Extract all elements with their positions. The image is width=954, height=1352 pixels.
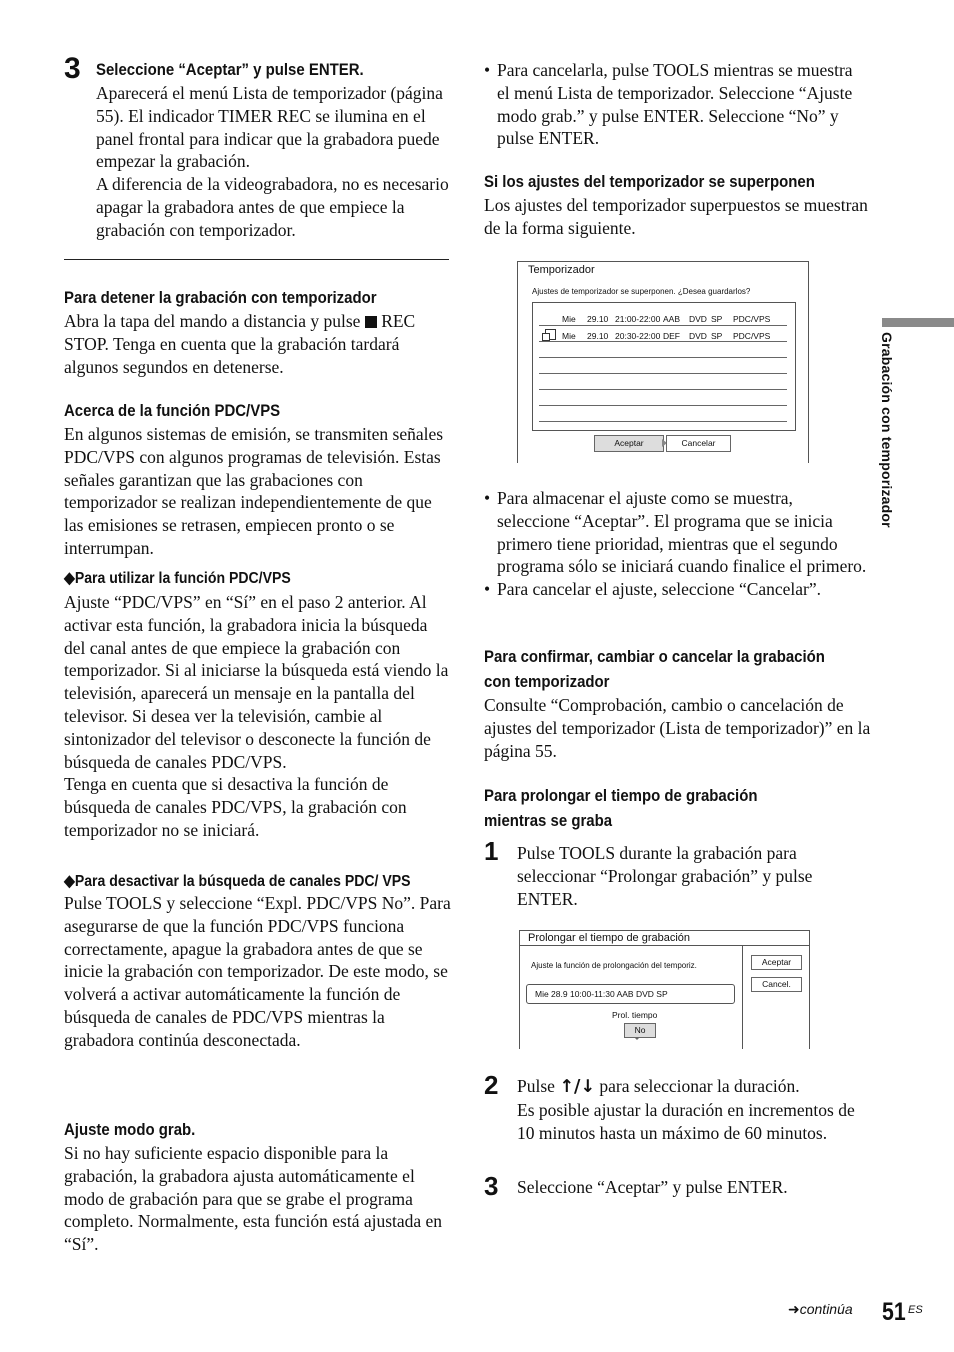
pdc-heading: Acerca de la función PDC/VPS <box>64 401 281 420</box>
timer-row[interactable]: Mie 29.10 20:30-22:00 DEF DVD SP PDC/VPS <box>539 328 787 341</box>
side-tab-bar <box>882 318 954 327</box>
step3-title: Seleccione “Aceptar” y pulse ENTER. <box>96 60 364 79</box>
pdc-use-heading: ◆Para utilizar la función PDC/VPS <box>64 570 291 587</box>
stop-body: Abra la tapa del mando a distancia y pulse REC STOP. Tenga en cuenta que la grabación tardará algunos segundos en detenerse. <box>64 311 416 377</box>
extend-label: Prol. tiempo <box>612 1010 658 1020</box>
pdc-body: En algunos sistemas de emisión, se transmiten señales PDC/VPS con algunos programas de televisión. Estas señales garantizan que las grabaciones con temporizador se realizan independientemente de que las emisiones se retrasen, empiecen pronto o se interrumpan. <box>64 424 444 558</box>
store-bullet: • Para almacenar el ajuste como se muestra, seleccione “Aceptar”. El programa que se inicia primero tiene prioridad, mientras que el segundo programa sólo se iniciará cuando finalice el primero. <box>484 488 867 577</box>
mode-body: Si no hay suficiente espacio disponible para la grabación, la grabadora ajusta automáticamente el modo de grabación para que se grabe el programa completo. Normalmente, esta función está ajustada en “Sí”. <box>64 1143 443 1255</box>
overlap-screenshot <box>517 261 809 463</box>
pdc-use-body2: Tenga en cuenta que si desactiva la función de búsqueda de canales PDC/VPS, la grabación con temporizador no se iniciará. <box>64 774 407 840</box>
pdc-use-body: Ajuste “PDC/VPS” en “Sí” en el paso 2 anterior. Al activar esta función, la grabadora inicia la búsqueda del canal antes de que empiece la grabación con temporizador. Si al iniciarse la búsqueda está viendo la televisión, aparecerá un mensaje en la pantalla del televisor. Si desea ver la televisión, cambie al sintonizador del televisor o desconecte la función de búsqueda de canales PDC/VPS. <box>64 592 449 772</box>
step2-number: 2 <box>484 1070 499 1100</box>
stop-square-icon <box>365 316 377 328</box>
screen2-title: Prolongar el tiempo de grabación <box>528 932 691 944</box>
program-field: Mie 28.9 10:00-11:30 AAB DVD SP <box>526 984 735 1004</box>
cancel-button[interactable]: Cancelar <box>666 435 731 452</box>
screen2-cancel-button[interactable]: Cancel. <box>751 977 802 992</box>
step3b-body: Seleccione “Aceptar” y pulse ENTER. <box>517 1177 788 1197</box>
up-down-arrow-icon: ↑/↓ <box>559 1077 596 1097</box>
side-tab-label: Grabación con temporizador <box>879 332 895 528</box>
step3b-number: 3 <box>484 1171 499 1201</box>
extend-heading: Para prolongar el tiempo de grabación mientras se graba <box>484 786 758 830</box>
arrow-right-icon: ➜ <box>788 1301 800 1317</box>
extend-value-selector[interactable]: No <box>624 1023 656 1038</box>
overlap-icon <box>545 329 556 340</box>
step3-body2: A diferencia de la videograbadora, no es necesario apagar la grabadora antes de que empiece la grabación con temporizador. <box>96 174 449 240</box>
accept-button[interactable]: Aceptar <box>594 435 664 452</box>
step3-number: 3 <box>64 52 81 85</box>
step2-line: Pulse ↑/↓ para seleccionar la duración. <box>517 1076 800 1097</box>
step2-body: Es posible ajustar la duración en incrementos de 10 minutos hasta un máximo de 60 minutos. <box>517 1099 855 1143</box>
screen2-message: Ajuste la función de prolongación del temporiz. <box>531 961 697 970</box>
stop-heading: Para detener la grabación con temporizador <box>64 288 377 307</box>
pdc-off-heading: ◆Para desactivar la búsqueda de canales PDC/ VPS <box>64 873 411 890</box>
screen-message: Ajustes de temporizador se superponen. ¿Desea guardarlos? <box>532 287 751 296</box>
continues-note: ➜continúa <box>788 1301 853 1317</box>
divider <box>64 259 449 260</box>
step1-number: 1 <box>484 836 499 866</box>
cancel-setting-bullet: • Para cancelar el ajuste, seleccione “Cancelar”. <box>484 579 822 600</box>
overlap-heading: Si los ajustes del temporizador se superponen <box>484 172 815 191</box>
step3-body: Aparecerá el menú Lista de temporizador (página 55). El indicador TIMER REC se ilumina en el panel frontal para indicar que la grabadora puede empezar la grabación. <box>96 83 443 172</box>
confirm-body: Consulte “Comprobación, cambio o cancelación de ajustes del temporizador (Lista de temporizador)” en la página 55. <box>484 695 871 761</box>
overlap-body: Los ajustes del temporizador superpuestos se muestran de la forma siguiente. <box>484 195 868 238</box>
language-code: ES <box>908 1304 923 1316</box>
mode-heading: Ajuste modo grab. <box>64 1120 196 1139</box>
pdc-off-body: Pulse TOOLS y seleccione “Expl. PDC/VPS No”. Para asegurarse de que la función PDC/VPS funciona correctamente, apague la grabadora antes de que se inicie la grabación con temporizador. De este modo, se volverá a activar automáticamente la función de búsqueda de canales de PDC/VPS mientras la grabadora continúa desconectada. <box>64 893 451 1050</box>
page-number: 51 <box>882 1298 906 1326</box>
step1-body: Pulse TOOLS durante la grabación para seleccionar “Prolongar grabación” y pulse ENTER. <box>517 843 813 909</box>
timer-row[interactable]: Mie 29.10 21:00-22:00 AAB DVD SP PDC/VPS <box>562 314 771 324</box>
screen-title: Temporizador <box>528 264 595 276</box>
extend-screenshot <box>519 930 810 1049</box>
confirm-heading: Para confirmar, cambiar o cancelar la grabación con temporizador <box>484 647 825 691</box>
cancel-bullet: • Para cancelarla, pulse TOOLS mientras se muestra el menú Lista de temporizador. Seleccione “Ajuste modo grab.” y pulse ENTER. Seleccione “No” y pulse ENTER. <box>484 60 853 149</box>
screen2-accept-button[interactable]: Aceptar <box>751 955 802 970</box>
chevron-down-icon <box>634 1037 640 1040</box>
timer-list-panel <box>532 302 796 431</box>
